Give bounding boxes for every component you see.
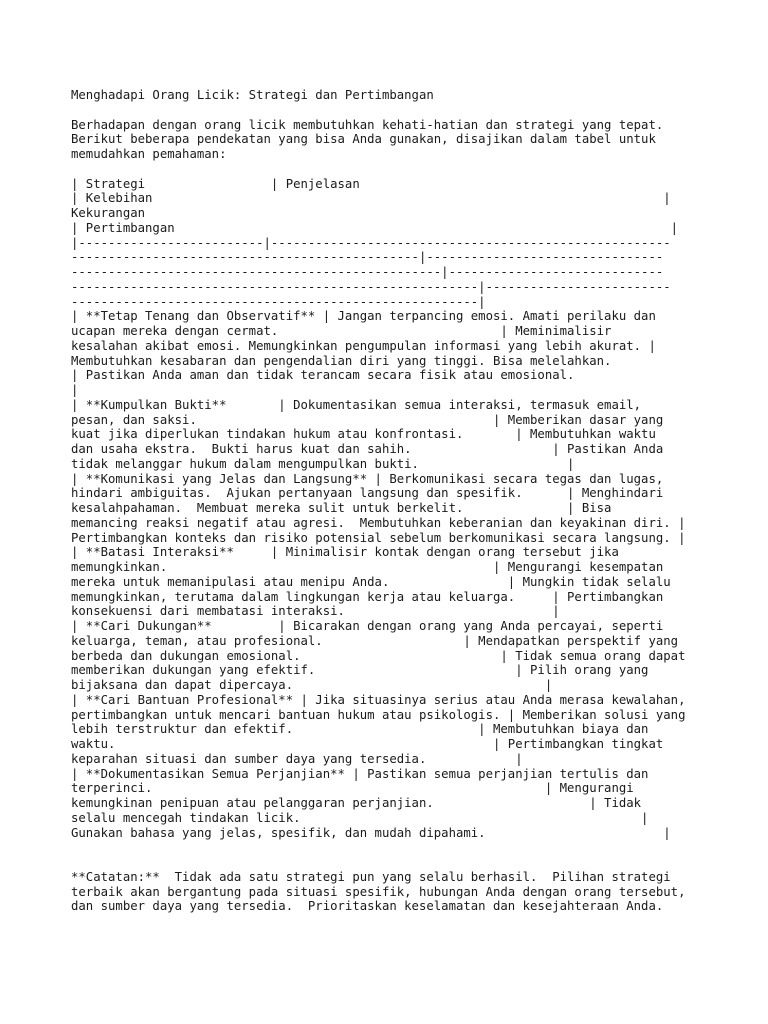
text-line (71, 162, 701, 177)
text-line: keparahan situasi dan sumber daya yang tersedia. | (71, 751, 523, 766)
text-line: Pertimbangkan konteks dan risiko potensial sebelum berkomunikasi secara langsung. | (71, 530, 686, 545)
text-line: --------------------------------------------------|----------------------------- (71, 265, 664, 279)
text-line: | **Dokumentasikan Semua Perjanjian** | Pastikan semua perjanjian tertulis dan (71, 766, 649, 781)
text-line: waktu. | Pertimbangkan tingkat (71, 737, 664, 751)
text-line: pesan, dan saksi. | Memberikan dasar yang (71, 412, 664, 427)
text-line: kuat jika diperlukan tindakan hukum atau konfrontasi. | Membutuhkan waktu (71, 427, 656, 442)
text-line: | Strategi | Penjelasan (71, 176, 360, 191)
text-line: | **Cari Dukungan** | Bicarakan dengan orang yang Anda percayai, seperti (71, 619, 664, 633)
document-title: Menghadapi Orang Licik: Strategi dan Pertimbangan (71, 88, 434, 102)
text-line: | **Komunikasi yang Jelas dan Langsung** | Berkomunikasi secara tegas dan lugas, (71, 471, 664, 486)
text-line: keluarga, teman, atau profesional. | Mendapatkan perspektif yang (71, 633, 679, 648)
text-line: | Kelebihan | (71, 191, 671, 206)
text-line: berbeda dan dukungan emosional. | Tidak semua orang dapat (71, 648, 686, 663)
text-line: memberikan dukungan yang efektif. | Pilih orang yang (71, 663, 649, 678)
text-line: bijaksana dan dapat dipercaya. | (71, 678, 553, 692)
text-line: tidak melanggar hukum dalam mengumpulkan bukti. | (71, 456, 575, 471)
text-line: memudahkan pemahaman: (71, 147, 227, 161)
text-line (71, 855, 701, 870)
text-line: Gunakan bahasa yang jelas, spesifik, dan mudah dipahami. | (71, 825, 671, 840)
text-line: | **Tetap Tenang dan Observatif** | Jangan terpancing emosi. Amati perilaku dan (71, 309, 656, 324)
text-line: |-------------------------|------------------------------------------------------ (71, 235, 671, 250)
text-line: konsekuensi dari membatasi interaksi. | (71, 604, 560, 619)
text-line: | **Cari Bantuan Profesional** | Jika situasinya serius atau Anda merasa kewalahan, (71, 692, 686, 707)
text-line: -------------------------------------------------------| (71, 294, 486, 309)
text-line: | (71, 383, 79, 397)
text-line: dan usaha ekstra. Bukti harus kuat dan sahih. | Pastikan Anda (71, 442, 664, 456)
text-line: | **Kumpulkan Bukti** | Dokumentasikan semua interaksi, termasuk email, (71, 397, 642, 412)
text-line: Membutuhkan kesabaran dan pengendalian diri yang tinggi. Bisa melelahkan. (71, 353, 612, 368)
text-line: | **Batasi Interaksi** | Minimalisir kontak dengan orang tersebut jika (71, 545, 619, 560)
text-line: | Pastikan Anda aman dan tidak terancam secara fisik atau emosional. (71, 368, 575, 383)
text-line: dan sumber daya yang tersedia. Prioritaskan keselamatan dan kesejahteraan Anda. (71, 899, 664, 914)
text-line: terperinci. | Mengurangi (71, 781, 634, 796)
text-line (71, 103, 701, 118)
text-line: memancing reaksi negatif atau agresi. Membutuhkan keberanian dan keyakinan diri. | (71, 515, 686, 530)
text-line: Berikut beberapa pendekatan yang bisa Anda gunakan, disajikan dalam tabel untuk (71, 132, 656, 147)
text-line: terbaik akan bergantung pada situasi spesifik, hubungan Anda dengan orang tersebut, (71, 884, 686, 899)
text-line: kesalahan akibat emosi. Memungkinkan pengumpulan informasi yang lebih akurat. | (71, 338, 656, 353)
text-line: kesalahpahaman. Membuat mereka sulit untuk berkelit. | Bisa (71, 501, 612, 515)
text-line: Berhadapan dengan orang licik membutuhkan kehati-hatian dan strategi yang tepat. (71, 117, 664, 132)
text-line: **Catatan:** Tidak ada satu strategi pun yang selalu berhasil. Pilihan strategi (71, 869, 671, 884)
text-line: ucapan mereka dengan cermat. | Meminimalisir (71, 324, 612, 338)
text-line: kemungkinan penipuan atau pelanggaran perjanjian. | Tidak (71, 796, 642, 810)
text-line (71, 840, 701, 855)
text-line: lebih terstruktur dan efektif. | Membutuhkan biaya dan (71, 722, 649, 737)
document-body (71, 88, 701, 914)
text-line: hindari ambiguitas. Ajukan pertanyaan langsung dan spesifik. | Menghindari (71, 486, 664, 501)
text-line: -------------------------------------------------------|------------------------- (71, 279, 671, 294)
text-line: | Pertimbangan | (71, 220, 679, 235)
text-line: pertimbangkan untuk mencari bantuan hukum atau psikologis. | Memberikan solusi yang (71, 707, 686, 722)
text-line: selalu mencegah tindakan licik. | (71, 810, 649, 825)
text-line: memungkinkan. | Mengurangi kesempatan (71, 560, 664, 574)
text-line: mereka untuk memanipulasi atau menipu Anda. | Mungkin tidak selalu (71, 574, 671, 589)
text-line: Kekurangan (71, 206, 146, 220)
text-line: -----------------------------------------------|-------------------------------- (71, 250, 664, 265)
text-line: memungkinkan, terutama dalam lingkungan kerja atau keluarga. | Pertimbangkan (71, 589, 664, 604)
